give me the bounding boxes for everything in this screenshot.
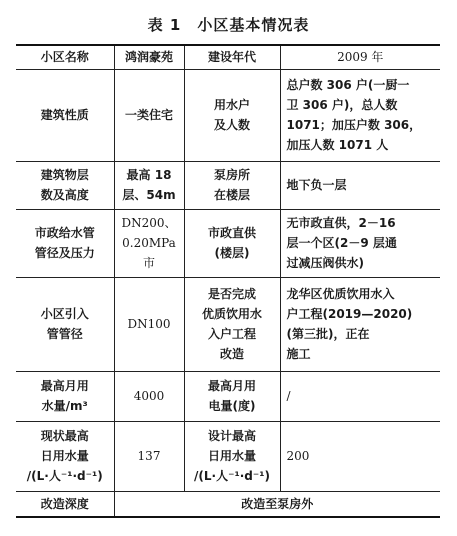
table-title: 小区基本情况表 <box>197 16 310 34</box>
table-header-row <box>16 45 440 69</box>
row-label: 泵房所 在楼层 <box>184 161 280 209</box>
row-label: 设计最高 日用水量 /(L·人⁻¹·d⁻¹) <box>184 421 280 491</box>
cropped-previous-line <box>0 0 457 6</box>
header-cell-construction-year: 2009 年 <box>280 45 440 69</box>
row-value: 龙华区优质饮用水入 户工程(2019—2020) (第三批)，正在 施工 <box>280 277 440 371</box>
table-number: 表 1 <box>147 16 182 34</box>
table-row <box>16 161 440 209</box>
table-row <box>16 491 440 517</box>
row-label: 建筑物层 数及高度 <box>16 161 114 209</box>
row-value: / <box>280 371 440 421</box>
row-label: 最高月用 电量(度) <box>184 371 280 421</box>
row-label: 用水户 及人数 <box>184 69 280 161</box>
row-value: 一类住宅 <box>114 69 184 161</box>
row-value: 4000 <box>114 371 184 421</box>
community-info-table <box>16 44 440 518</box>
table-row <box>16 371 440 421</box>
row-label: 市政直供 (楼层) <box>184 209 280 277</box>
table-row <box>16 69 440 161</box>
row-label: 小区引入 管管径 <box>16 277 114 371</box>
row-label: 是否完成 优质饮用水 入户工程 改造 <box>184 277 280 371</box>
row-value: 地下负一层 <box>280 161 440 209</box>
header-cell-construction-year-label: 建设年代 <box>184 45 280 69</box>
row-value: DN100 <box>114 277 184 371</box>
header-cell-community-name: 鸿润豪苑 <box>114 45 184 69</box>
row-value: 改造至泵房外 <box>114 491 440 517</box>
table-row <box>16 421 440 491</box>
row-label: 市政给水管 管径及压力 <box>16 209 114 277</box>
table-row <box>16 277 440 371</box>
row-label: 建筑性质 <box>16 69 114 161</box>
row-value: 最高 18 层、54m <box>114 161 184 209</box>
header-cell-community-name-label: 小区名称 <box>16 45 114 69</box>
table-row <box>16 209 440 277</box>
row-value: 总户数 306 户(一厨一 卫 306 户)，总人数 1071；加压户数 306， 加压人数 1071 人 <box>280 69 440 161</box>
row-label: 改造深度 <box>16 491 114 517</box>
row-value: 200 <box>280 421 440 491</box>
row-label: 最高月用 水量/m³ <box>16 371 114 421</box>
row-label: 现状最高 日用水量 /(L·人⁻¹·d⁻¹) <box>16 421 114 491</box>
row-value: 137 <box>114 421 184 491</box>
table-caption <box>0 14 457 35</box>
row-value: DN200、 0.20MPa 市 <box>114 209 184 277</box>
row-value: 无市政直供，2－16 层一个区(2－9 层通 过减压阀供水) <box>280 209 440 277</box>
